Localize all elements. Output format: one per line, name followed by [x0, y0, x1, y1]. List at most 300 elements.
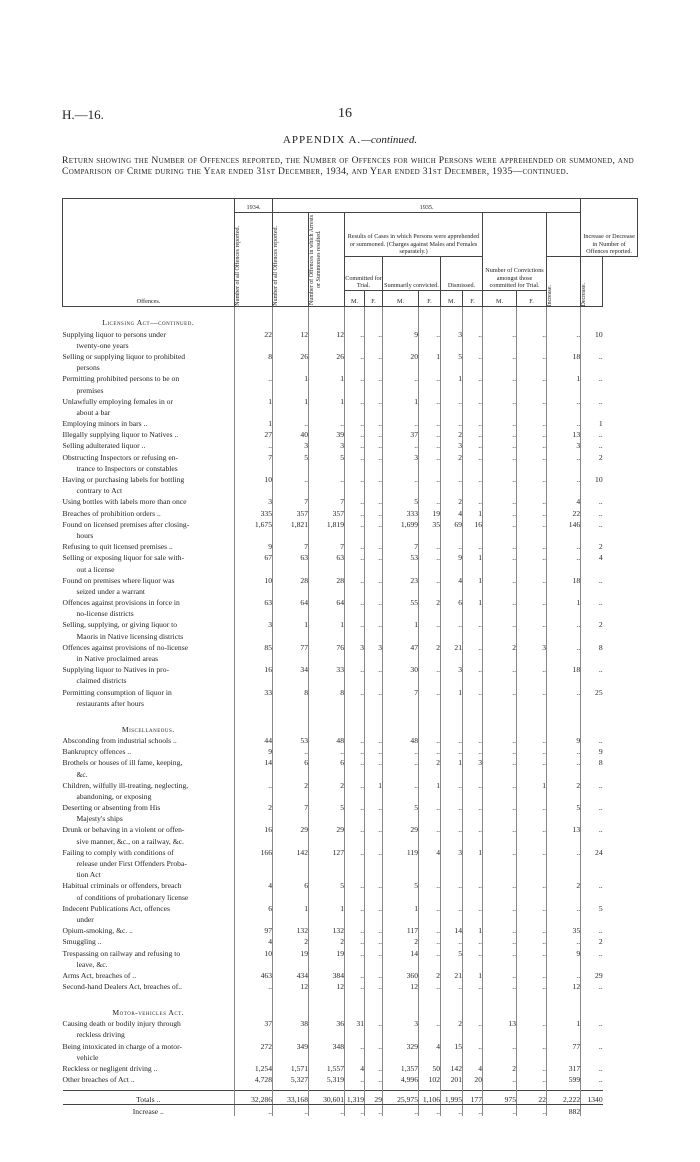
value-cell: [547, 834, 581, 845]
value-cell: [419, 912, 441, 923]
value-cell: 2: [309, 778, 345, 789]
value-cell: [235, 957, 273, 968]
value-cell: [309, 912, 345, 923]
value-cell: ..: [345, 551, 365, 562]
value-cell: 22: [517, 1090, 547, 1104]
value-cell: ..: [441, 472, 463, 483]
value-cell: 13: [483, 1017, 517, 1028]
value-cell: [345, 767, 365, 778]
value-cell: [309, 834, 345, 845]
value-cell: 22: [235, 327, 273, 338]
value-cell: [419, 1028, 441, 1039]
value-cell: [483, 307, 517, 328]
value-cell: [383, 484, 419, 495]
value-cell: ..: [581, 946, 603, 957]
offence-label: Absconding from industrial schools ..: [62, 735, 177, 745]
value-cell: ..: [441, 618, 463, 629]
value-cell: [581, 607, 603, 618]
offence-label: Breaches of prohibition orders ..: [62, 508, 161, 518]
value-cell: ..: [419, 327, 441, 338]
value-cell: [383, 651, 419, 662]
table-row: [63, 912, 638, 923]
value-cell: [345, 997, 365, 1017]
value-cell: 3: [441, 439, 463, 450]
value-cell: [441, 767, 463, 778]
value-cell: [581, 461, 603, 472]
value-cell: 5: [547, 801, 581, 812]
value-cell: 329: [383, 1039, 419, 1050]
offence-label: persons: [76, 363, 100, 373]
value-cell: [517, 812, 547, 823]
value-cell: ..: [365, 439, 383, 450]
table-row: [63, 823, 638, 834]
value-cell: [383, 405, 419, 416]
value-cell: [383, 812, 419, 823]
value-cell: [581, 584, 603, 595]
value-cell: ..: [345, 450, 365, 461]
value-cell: [463, 1028, 483, 1039]
value-cell: [483, 528, 517, 539]
value-cell: [547, 868, 581, 879]
value-cell: 1: [365, 778, 383, 789]
value-cell: [235, 562, 273, 573]
value-cell: ..: [441, 801, 463, 812]
offence-label: &c.: [76, 769, 88, 779]
value-cell: [463, 696, 483, 707]
value-cell: [517, 629, 547, 640]
value-cell: [463, 812, 483, 823]
value-cell: [419, 651, 441, 662]
value-cell: 9: [581, 745, 603, 756]
value-cell: 16: [463, 517, 483, 528]
value-cell: [483, 812, 517, 823]
value-cell: 30: [383, 663, 419, 674]
value-cell: ..: [517, 450, 547, 461]
value-cell: 2: [581, 935, 603, 946]
value-cell: ..: [581, 517, 603, 528]
value-cell: [547, 912, 581, 923]
value-cell: [419, 767, 441, 778]
value-cell: ..: [365, 327, 383, 338]
value-cell: ..: [309, 472, 345, 483]
value-cell: 1,357: [383, 1061, 419, 1072]
value-cell: ..: [365, 540, 383, 551]
value-cell: [365, 629, 383, 640]
value-cell: ..: [547, 640, 581, 651]
value-cell: [463, 528, 483, 539]
offence-label: no-license districts: [76, 609, 134, 619]
value-cell: ..: [547, 450, 581, 461]
value-cell: 5: [441, 349, 463, 360]
value-cell: [309, 789, 345, 800]
value-cell: ..: [345, 596, 365, 607]
value-cell: [419, 338, 441, 349]
value-cell: [365, 383, 383, 394]
value-cell: ..: [345, 495, 365, 506]
value-cell: 7: [235, 450, 273, 461]
value-cell: [547, 812, 581, 823]
value-cell: 1,319: [345, 1090, 365, 1104]
table-row: [63, 696, 638, 707]
offence-label: Children, wilfully ill-treating, neglecting,: [62, 780, 189, 790]
value-cell: [517, 405, 547, 416]
value-cell: ..: [273, 417, 309, 428]
value-cell: 6: [273, 756, 309, 767]
value-cell: ..: [345, 733, 365, 744]
value-cell: ..: [463, 417, 483, 428]
value-cell: [309, 383, 345, 394]
value-cell: [273, 651, 309, 662]
value-cell: 2: [581, 540, 603, 551]
value-cell: 6: [273, 879, 309, 890]
value-cell: ..: [365, 394, 383, 405]
table-row: [63, 924, 638, 935]
offences-table: [62, 198, 638, 1116]
value-cell: 27: [235, 428, 273, 439]
value-cell: [419, 890, 441, 901]
value-cell: 1: [517, 778, 547, 789]
value-cell: ..: [419, 394, 441, 405]
value-cell: 9: [383, 327, 419, 338]
value-cell: 1,675: [235, 517, 273, 528]
value-cell: [517, 997, 547, 1017]
value-cell: 12: [273, 980, 309, 991]
value-cell: ..: [365, 573, 383, 584]
value-cell: 1: [309, 618, 345, 629]
value-cell: 4,996: [383, 1073, 419, 1084]
table-row: [63, 946, 638, 957]
value-cell: [235, 856, 273, 867]
value-cell: [463, 484, 483, 495]
value-cell: [365, 1028, 383, 1039]
value-cell: 34: [273, 663, 309, 674]
value-cell: 12: [309, 327, 345, 338]
value-cell: ..: [365, 901, 383, 912]
value-cell: 1: [383, 901, 419, 912]
value-cell: [383, 607, 419, 618]
value-cell: ..: [463, 540, 483, 551]
value-cell: [441, 461, 463, 472]
value-cell: ..: [483, 733, 517, 744]
value-cell: ..: [345, 778, 365, 789]
value-cell: [463, 767, 483, 778]
value-cell: ..: [345, 1073, 365, 1084]
value-cell: ..: [463, 372, 483, 383]
value-cell: ..: [483, 801, 517, 812]
section-heading: [63, 997, 638, 1017]
value-cell: 8: [581, 756, 603, 767]
value-cell: [441, 405, 463, 416]
value-cell: [309, 651, 345, 662]
value-cell: ..: [345, 573, 365, 584]
value-cell: ..: [365, 756, 383, 767]
header-decrease: Decrease.: [581, 257, 603, 307]
value-cell: 5: [441, 946, 463, 957]
value-cell: [345, 812, 365, 823]
value-cell: 2: [273, 935, 309, 946]
value-cell: [419, 584, 441, 595]
value-cell: [309, 1028, 345, 1039]
value-cell: ..: [463, 745, 483, 756]
value-cell: [235, 484, 273, 495]
table-row: [63, 472, 638, 483]
value-cell: 1: [273, 394, 309, 405]
value-cell: [517, 338, 547, 349]
value-cell: [547, 674, 581, 685]
offence-label: contrary to Act: [76, 486, 123, 496]
value-cell: [483, 868, 517, 879]
value-cell: [419, 713, 441, 733]
offence-label: in Native proclaimed areas: [76, 654, 159, 664]
table-row: [63, 845, 638, 856]
value-cell: ..: [517, 968, 547, 979]
value-cell: 1: [273, 372, 309, 383]
value-cell: 1,819: [309, 517, 345, 528]
value-cell: 201: [441, 1073, 463, 1084]
value-cell: [235, 812, 273, 823]
value-cell: [547, 767, 581, 778]
value-cell: ..: [547, 845, 581, 856]
value-cell: [273, 405, 309, 416]
value-cell: 19: [419, 506, 441, 517]
value-cell: 117: [383, 924, 419, 935]
value-cell: [273, 528, 309, 539]
value-cell: [581, 696, 603, 707]
value-cell: 64: [309, 596, 345, 607]
header-committed-m: M.: [345, 291, 365, 307]
value-cell: 4: [235, 935, 273, 946]
value-cell: [483, 383, 517, 394]
value-cell: [273, 607, 309, 618]
value-cell: ..: [365, 924, 383, 935]
offence-label: vehicle: [76, 1052, 99, 1062]
value-cell: 2: [419, 756, 441, 767]
value-cell: [365, 713, 383, 733]
value-cell: 7: [273, 540, 309, 551]
value-cell: [441, 651, 463, 662]
value-cell: ..: [547, 685, 581, 696]
page-number: 16: [338, 106, 352, 121]
value-cell: [419, 868, 441, 879]
offence-label: Employing minors in bars ..: [62, 419, 148, 429]
value-cell: ..: [483, 472, 517, 483]
value-cell: [483, 789, 517, 800]
table-row: [63, 868, 638, 879]
value-cell: [463, 789, 483, 800]
value-cell: ..: [483, 946, 517, 957]
value-cell: [483, 674, 517, 685]
value-cell: [441, 584, 463, 595]
value-cell: 35: [547, 924, 581, 935]
value-cell: ..: [383, 745, 419, 756]
value-cell: [547, 997, 581, 1017]
value-cell: [517, 1028, 547, 1039]
value-cell: [547, 1050, 581, 1061]
value-cell: [581, 405, 603, 416]
value-cell: [345, 696, 365, 707]
value-cell: 18: [547, 663, 581, 674]
value-cell: 13: [547, 428, 581, 439]
value-cell: [345, 361, 365, 372]
table-row: [63, 856, 638, 867]
value-cell: [463, 383, 483, 394]
value-cell: ..: [463, 879, 483, 890]
value-cell: [309, 461, 345, 472]
value-cell: 2: [581, 450, 603, 461]
value-cell: [383, 528, 419, 539]
header-summarily: Summarily convicted.: [383, 257, 441, 291]
value-cell: ..: [517, 1061, 547, 1072]
header-dismissed: Dismissed.: [441, 257, 483, 291]
value-cell: 9: [547, 733, 581, 744]
table-row: [63, 361, 638, 372]
value-cell: [463, 461, 483, 472]
value-cell: [441, 307, 463, 328]
value-cell: [235, 789, 273, 800]
value-cell: ..: [419, 801, 441, 812]
value-cell: ..: [463, 495, 483, 506]
value-cell: [345, 1028, 365, 1039]
value-cell: ..: [581, 801, 603, 812]
value-cell: 1,571: [273, 1061, 309, 1072]
value-cell: [517, 789, 547, 800]
value-cell: 21: [441, 968, 463, 979]
value-cell: ..: [419, 1104, 441, 1116]
value-cell: ..: [483, 845, 517, 856]
offence-label: Habitual criminals or offenders, breach: [62, 881, 182, 891]
value-cell: 16: [235, 663, 273, 674]
value-cell: ..: [483, 394, 517, 405]
value-cell: 4,728: [235, 1073, 273, 1084]
value-cell: [517, 834, 547, 845]
value-cell: [383, 713, 419, 733]
value-cell: 2,222: [547, 1090, 581, 1104]
value-cell: ..: [345, 394, 365, 405]
value-cell: [547, 405, 581, 416]
value-cell: [463, 338, 483, 349]
value-cell: ..: [419, 980, 441, 991]
header-dismissed-m: M.: [441, 291, 463, 307]
value-cell: 3: [441, 327, 463, 338]
value-cell: ..: [345, 417, 365, 428]
value-cell: ..: [419, 745, 441, 756]
value-cell: [581, 957, 603, 968]
table-row: [63, 812, 638, 823]
value-cell: ..: [581, 663, 603, 674]
value-cell: 53: [273, 733, 309, 744]
value-cell: [463, 997, 483, 1017]
offence-label: hours: [76, 530, 94, 540]
value-cell: 48: [309, 733, 345, 744]
page-header-left: H.—16.: [62, 107, 104, 122]
offence-label: reckless driving: [76, 1030, 125, 1040]
value-cell: [365, 1050, 383, 1061]
value-cell: [517, 713, 547, 733]
value-cell: ..: [365, 372, 383, 383]
header-convictions-m: M.: [483, 291, 517, 307]
value-cell: [441, 1050, 463, 1061]
value-cell: [483, 484, 517, 495]
value-cell: 3: [547, 439, 581, 450]
value-cell: ..: [419, 879, 441, 890]
value-cell: 16: [235, 823, 273, 834]
value-cell: ..: [345, 935, 365, 946]
value-cell: [235, 528, 273, 539]
value-cell: [235, 1050, 273, 1061]
value-cell: [235, 361, 273, 372]
value-cell: [441, 713, 463, 733]
value-cell: ..: [345, 372, 365, 383]
value-cell: ..: [383, 1104, 419, 1116]
value-cell: 975: [483, 1090, 517, 1104]
value-cell: 2: [483, 1061, 517, 1072]
value-cell: [235, 713, 273, 733]
value-cell: ..: [345, 428, 365, 439]
value-cell: 20: [383, 349, 419, 360]
value-cell: ..: [547, 327, 581, 338]
table-row: [63, 879, 638, 890]
value-cell: [365, 868, 383, 879]
value-cell: ..: [365, 879, 383, 890]
value-cell: 142: [441, 1061, 463, 1072]
appendix-title: [0, 134, 700, 146]
value-cell: 40: [273, 428, 309, 439]
value-cell: [547, 607, 581, 618]
value-cell: [463, 868, 483, 879]
value-cell: [483, 584, 517, 595]
value-cell: ..: [345, 901, 365, 912]
value-cell: [365, 484, 383, 495]
value-cell: [345, 957, 365, 968]
value-cell: [383, 307, 419, 328]
value-cell: 77: [547, 1039, 581, 1050]
value-cell: [365, 361, 383, 372]
value-cell: 177: [463, 1090, 483, 1104]
value-cell: [581, 307, 603, 328]
offence-label: Offences against provisions in force in: [62, 598, 180, 608]
value-cell: 18: [547, 573, 581, 584]
value-cell: [235, 868, 273, 879]
offence-label: trance to Inspectors or constables: [76, 463, 178, 473]
value-cell: 2: [309, 935, 345, 946]
value-cell: ..: [581, 778, 603, 789]
value-cell: ..: [365, 472, 383, 483]
value-cell: 7: [309, 540, 345, 551]
value-cell: [517, 674, 547, 685]
value-cell: ..: [483, 551, 517, 562]
value-cell: [345, 651, 365, 662]
value-cell: ..: [383, 472, 419, 483]
value-cell: ..: [581, 439, 603, 450]
value-cell: [517, 361, 547, 372]
table-row: [63, 1061, 638, 1072]
value-cell: [581, 812, 603, 823]
value-cell: 14: [441, 924, 463, 935]
value-cell: 50: [419, 1061, 441, 1072]
value-cell: [517, 528, 547, 539]
value-cell: ..: [517, 327, 547, 338]
value-cell: [441, 629, 463, 640]
value-cell: 7: [383, 685, 419, 696]
table-row: [63, 383, 638, 394]
value-cell: [345, 528, 365, 539]
value-cell: [483, 1050, 517, 1061]
value-cell: ..: [581, 733, 603, 744]
value-cell: ..: [419, 823, 441, 834]
value-cell: [419, 696, 441, 707]
value-cell: [517, 383, 547, 394]
value-cell: ..: [463, 733, 483, 744]
